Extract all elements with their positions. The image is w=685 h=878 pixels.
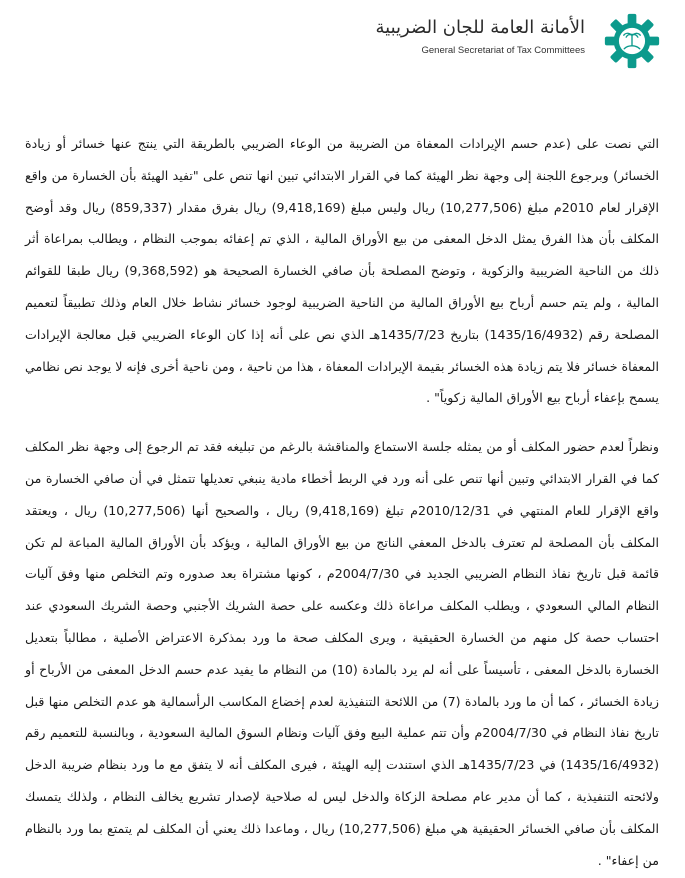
document-body (25, 128, 659, 876)
page-header (0, 0, 685, 80)
org-name-arabic: الأمانة العامة للجان الضريبية (375, 17, 585, 38)
gear-palm-swords-icon (601, 10, 663, 72)
paragraph-2: ونظراً لعدم حضور المكلف أو من يمثله جلسة الاستماع والمناقشة بالرغم من تبليغه فقد تم الرجوع إلى وجهة نظر المكلف كما في القرار الابتدائي وتبين أنها تنص على أنه ورد في الربط أخطاء مادية ينبغي تعديلها تتمثل في أن صافي الخسارة من واقع الإقرار للعام المنتهي في 2010/12/31م تبلغ (9,418,169) ريال ، والصحيح أنها (10,277,506) ريال ، ويعتقد المكلف بأن المصلحة لم تعترف بالدخل المعفي الناتج من بيع الأوراق المالية ، ويؤكد بأن الأوراق المالية المباعة لم تكن قائمة قبل تاريخ نفاذ النظام الضريبي الجديد في 2004/7/30م ، كونها مشتراة بعد صدوره وتم التخلص منها وفق آليات النظام المالي السعودي ، ويطلب المكلف مراعاة ذلك وعكسه على حصة الشريك الأجنبي وحصة الشريك السعودي عند احتساب حصة كل منهم من الخسارة الحقيقية ، ويرى المكلف صحة ما ورد بمذكرة الاعتراض الأصلية ، مطالباً بتعديل الخسارة بالدخل المعفى ، تأسيساً على أنه لم يرد بالمادة (10) من النظام ما يفيد عدم حسم الدخل المعفى من الأرباح أو زيادة الخسائر ، كما أن ما ورد بالمادة (7) من اللائحة التنفيذية لعدم إخضاع المكاسب الرأسمالية هو عدم التخلص منها قبل تاريخ نفاذ النظام في 2004/7/30م وأن تتم عملية البيع وفق آليات ونظام السوق المالية السعودية ، وبالنسبة للتعميم رقم (1435/16/4932) في 1435/7/23هـ الذي استندت إليه الهيئة ، فيرى المكلف أنه لا يتفق مع ما ورد بنظام ضريبة الدخل ولائحته التنفيذية ، كما أن مدير عام مصلحة الزكاة والدخل ليس له صلاحية لإصدار تشريع يخالف النظام ، ولذلك يتمسك المكلف بأن صافي الخسائر الحقيقية هي مبلغ (10,277,506) ريال ، وماعدا ذلك يعني أن المكلف لم يتمتع بما ورد بالنظام من إعفاء" . (25, 439, 660, 868)
paragraph-1: التي نصت على (عدم حسم الإيرادات المعفاة من الضريبة من الوعاء الضريبي بالطريقة التي ينتج عنها خسائر أو زيادة الخسائر) وبرجوع اللجنة إلى وجهة نظر الهيئة كما في القرار الابتدائي تبين انها تنص على "تفيد الهيئة بأن الخسارة من واقع الإقرار لعام 2010م مبلغ (10,277,506) ريال وليس مبلغ (9,418,169) ريال بفرق مقدار (859,337) ريال وقد أوضح المكلف بأن هذا الفرق يمثل الدخل المعفى من بيع الأوراق المالية ، الذي تم إعفائه بموجب النظام ، ويطالب بمراعاة أثر ذلك من الناحية الضريبية والزكوية ، وتوضح المصلحة بأن صافي الخسارة الصحيحة هو (9,368,592) ريال طبقا للقوائم المالية ، ولم يتم حسم أرباح بيع الأوراق المالية من الناحية الضريبية لوجود خسائر نشاط خلال العام وذلك تطبيقاً لتعميم المصلحة رقم (1435/16/4932) بتاريخ 1435/7/23هـ الذي نص على أنه إذا كان الوعاء الضريبي قبل معالجة الإيرادات المعفاة خسائر فلا يتم زيادة هذه الخسائر بقيمة الإيرادات المعفاة ، هذا من ناحية ، ومن ناحية أخرى فإنه لا يوجد نص نظامي يسمح بإعفاء أرباح بيع الأوراق المالية زكوياً" . (24, 136, 660, 406)
org-name-english: General Secretariat of Tax Committees (421, 45, 585, 56)
